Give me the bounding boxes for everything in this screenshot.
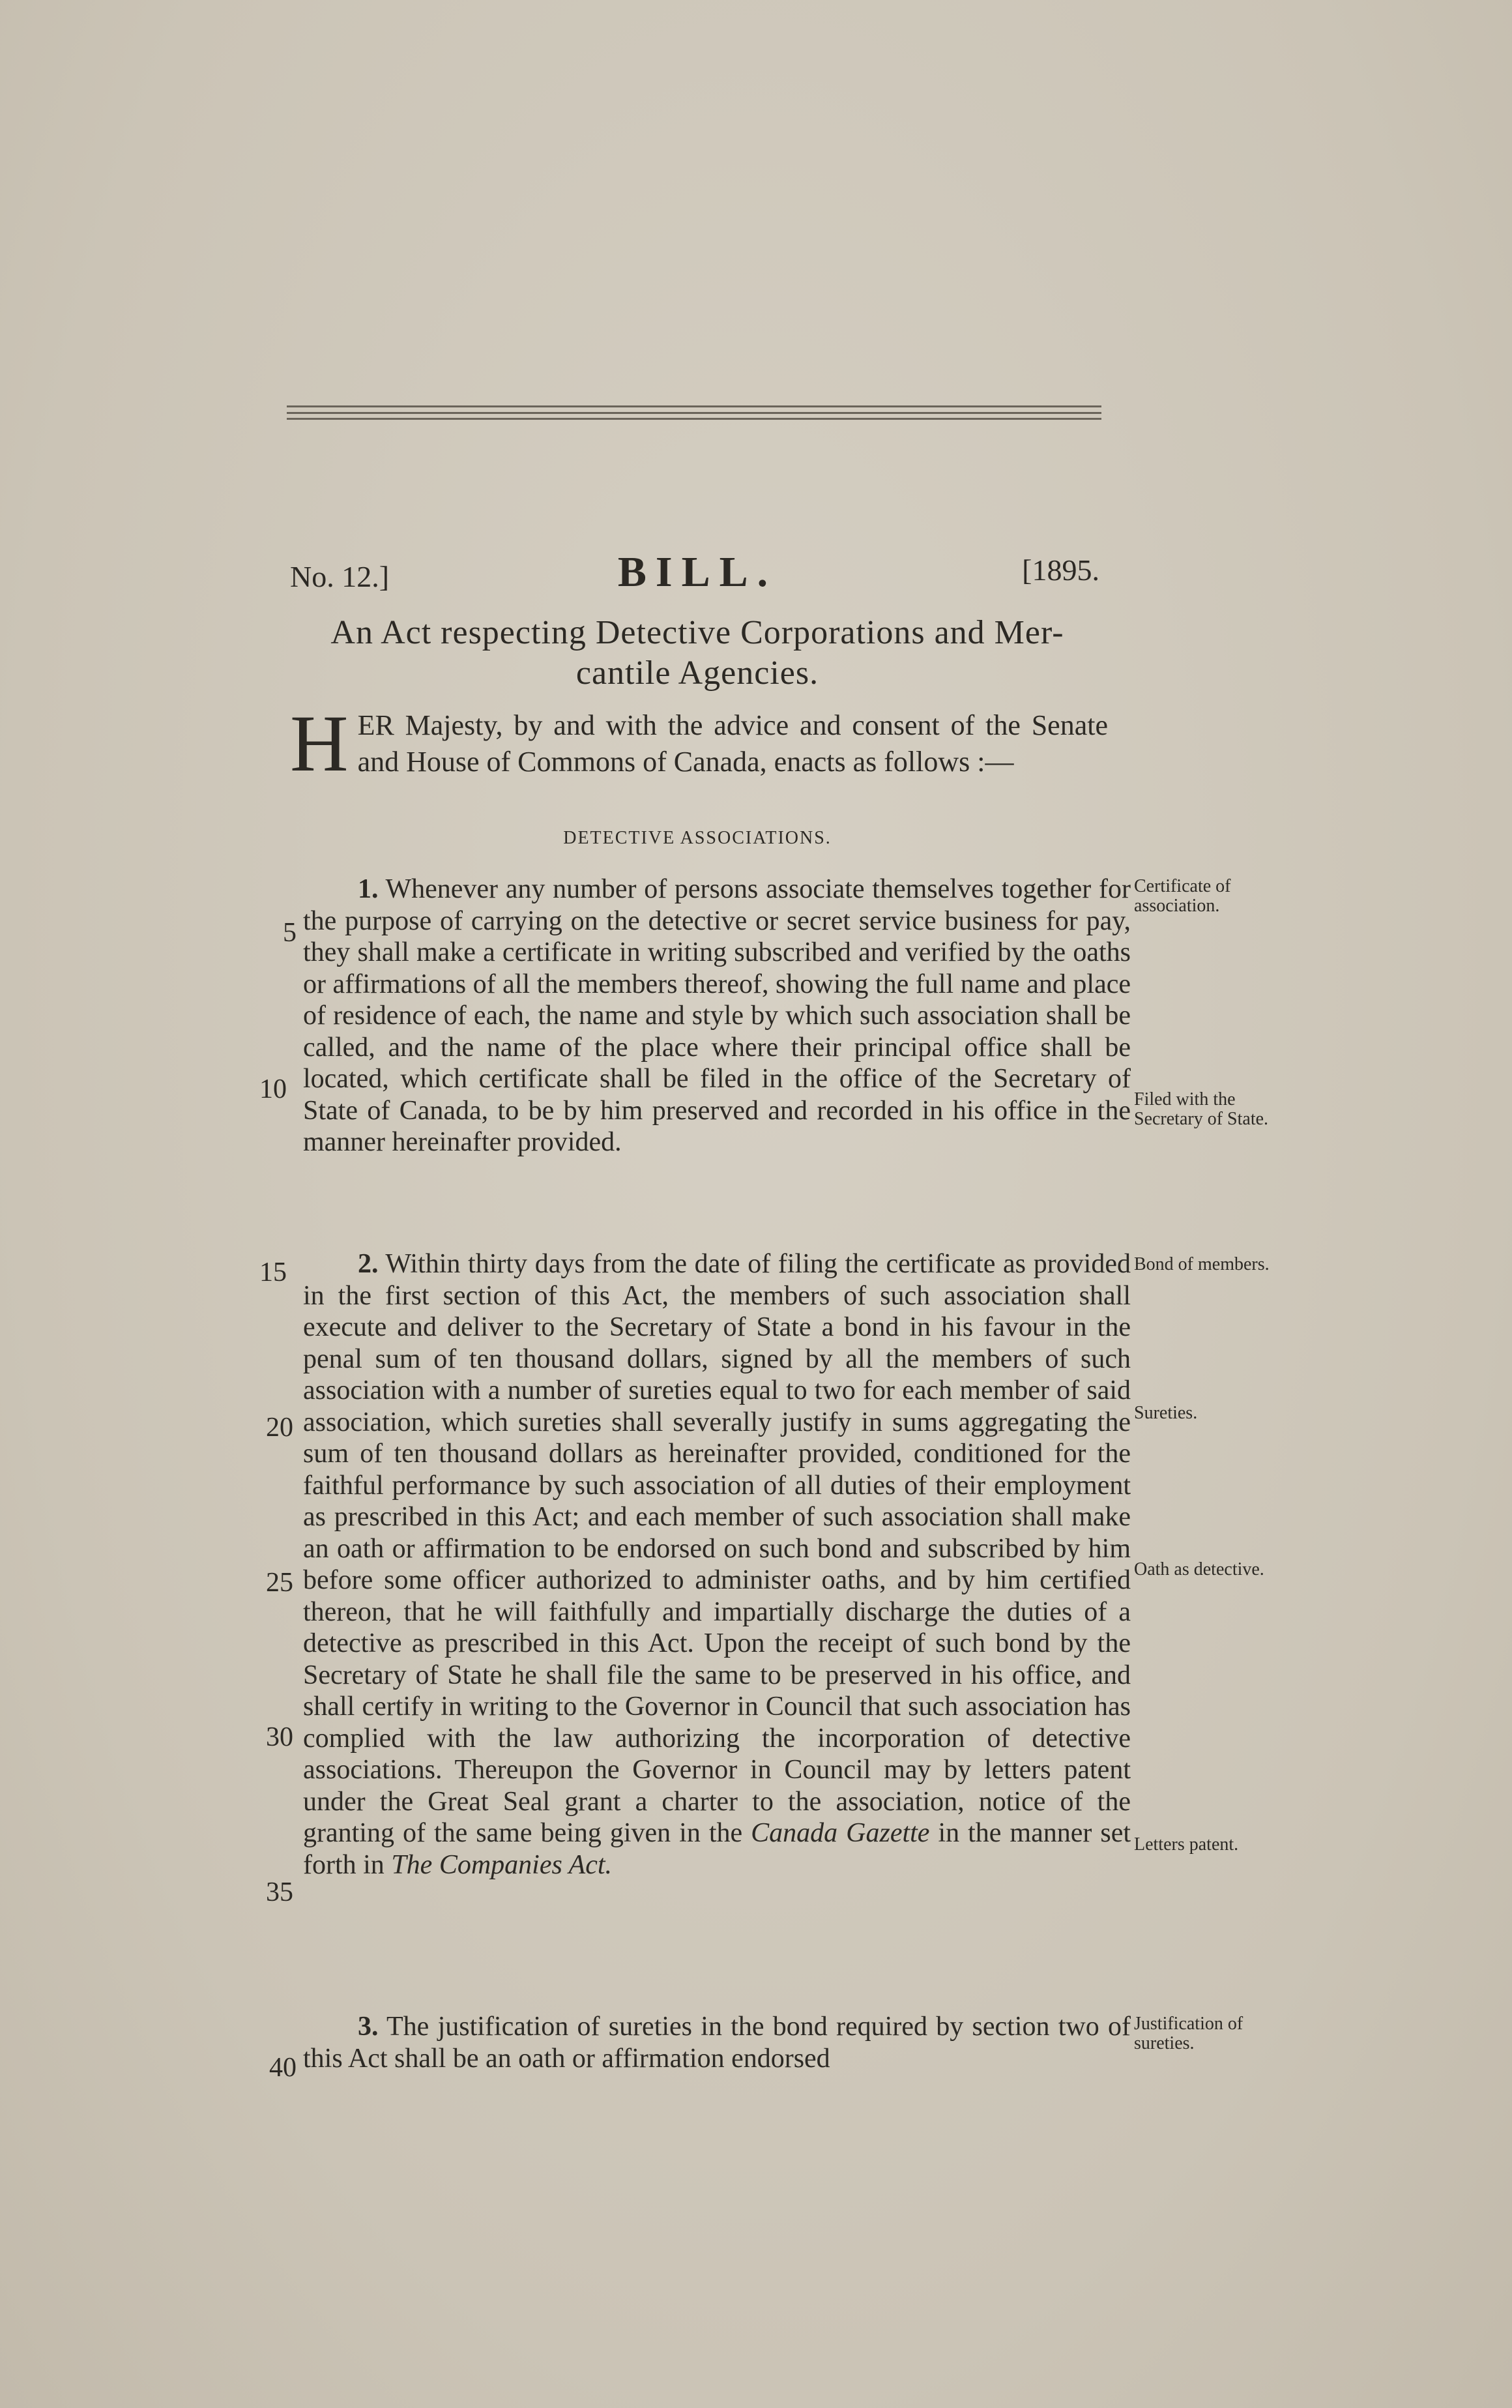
bill-number: No. 12.]: [290, 560, 390, 593]
margin-note: Oath as detective.: [1134, 1559, 1264, 1579]
line-number: 20: [266, 1413, 293, 1443]
line-number: 25: [266, 1568, 293, 1598]
act-title-line-2: cantile Agencies.: [575, 654, 819, 692]
act-title: [287, 613, 1108, 694]
section-number: 2.: [358, 1249, 379, 1279]
line-number: 15: [259, 1257, 287, 1287]
header-rule-2: [287, 412, 1101, 414]
enacting-text: ER Majesty, by and with the advice and consent of the Senate and House of Commons of Canada, enacts as follows :—: [357, 709, 1108, 778]
section-italic-act: The Companies Act.: [391, 1849, 613, 1880]
margin-note: Justification of sureties.: [1134, 2014, 1243, 2053]
section-text: Whenever any number of persons associate themselves together for the purpose of carrying on the detective or secret service business for pay, they shall make a certificate in writing subscribed and verified by the oaths or affirmations of all the members thereof, showing the full name and place of residence of each, the name and style by which such association shall be called, and the name of the place where their principal office shall be located, which certificate shall be filed in the office of the Secretary of State of Canada, to be by him preserved and recorded in his office in the manner hereinafter provided.: [303, 874, 1131, 1157]
section-3: [303, 2011, 1131, 2074]
section-number: 3.: [358, 2012, 379, 2042]
header-rule-1: [287, 405, 1101, 407]
section-heading: DETECTIVE ASSOCIATIONS.: [563, 828, 832, 848]
header-rule-3: [287, 418, 1101, 420]
bill-title: BILL.: [617, 548, 778, 596]
section-number: 1.: [358, 874, 379, 904]
drop-cap: H: [290, 699, 349, 788]
section-2: [303, 1248, 1131, 1881]
margin-note: Letters patent.: [1134, 1834, 1239, 1855]
bill-year: [1895.: [1022, 553, 1099, 587]
line-number: 40: [269, 2053, 297, 2083]
line-number: 10: [259, 1074, 287, 1104]
margin-note: Sureties.: [1134, 1403, 1198, 1423]
bill-header: [290, 548, 1105, 606]
enacting-clause: [290, 699, 1108, 788]
margin-note: Filed with the Secretary of State.: [1134, 1089, 1269, 1129]
section-text: Within thirty days from the date of filing the certificate as provided in the first section of this Act, the members of such association shall execute and deliver to the Secretary of State a bond in his favour in the penal sum of ten thousand dollars, signed by all the members of such association with a number of sureties equal to two for each member of said association, which sureties shall severally justify in sums aggregating the sum of ten thousand dollars as hereinafter provided, conditioned for the faithful performance by such association of all duties of their employment as prescribed in this Act; and each member of such association shall make an oath or affirmation to be endorsed on such bond and subscribed by him before some officer authorized to administer oaths, and by him certified thereon, that he will faithfully and impartially discharge the duties of a detective as prescribed in this Act. Upon the receipt of such bond by the Secretary of State he shall file the same to be preserved in his office, and shall certify in writing to the Governor in Council that such association has complied with the law authorizing the incorporation of detective associations. Thereupon the Governor in Council may by letters patent under the Great Seal grant a charter to the association, notice of the granting of the same being given in the: [303, 1249, 1131, 1848]
line-number: 35: [266, 1877, 293, 1907]
margin-note: Bond of members.: [1134, 1254, 1270, 1274]
section-text: The justification of sureties in the bond required by section two of this Act shall be an oath or affirmation endorsed: [303, 2012, 1131, 2074]
line-number: 30: [266, 1722, 293, 1752]
section-text-mid: in the manner set forth in: [303, 1818, 1131, 1880]
section-italic-gazette: Canada Gazette: [751, 1818, 930, 1848]
section-1: [303, 874, 1131, 1158]
act-title-line-1: An Act respecting Detective Corporations and Mer-: [330, 614, 1064, 651]
line-number: 5: [283, 918, 297, 948]
margin-note: Certificate of association.: [1134, 876, 1231, 916]
